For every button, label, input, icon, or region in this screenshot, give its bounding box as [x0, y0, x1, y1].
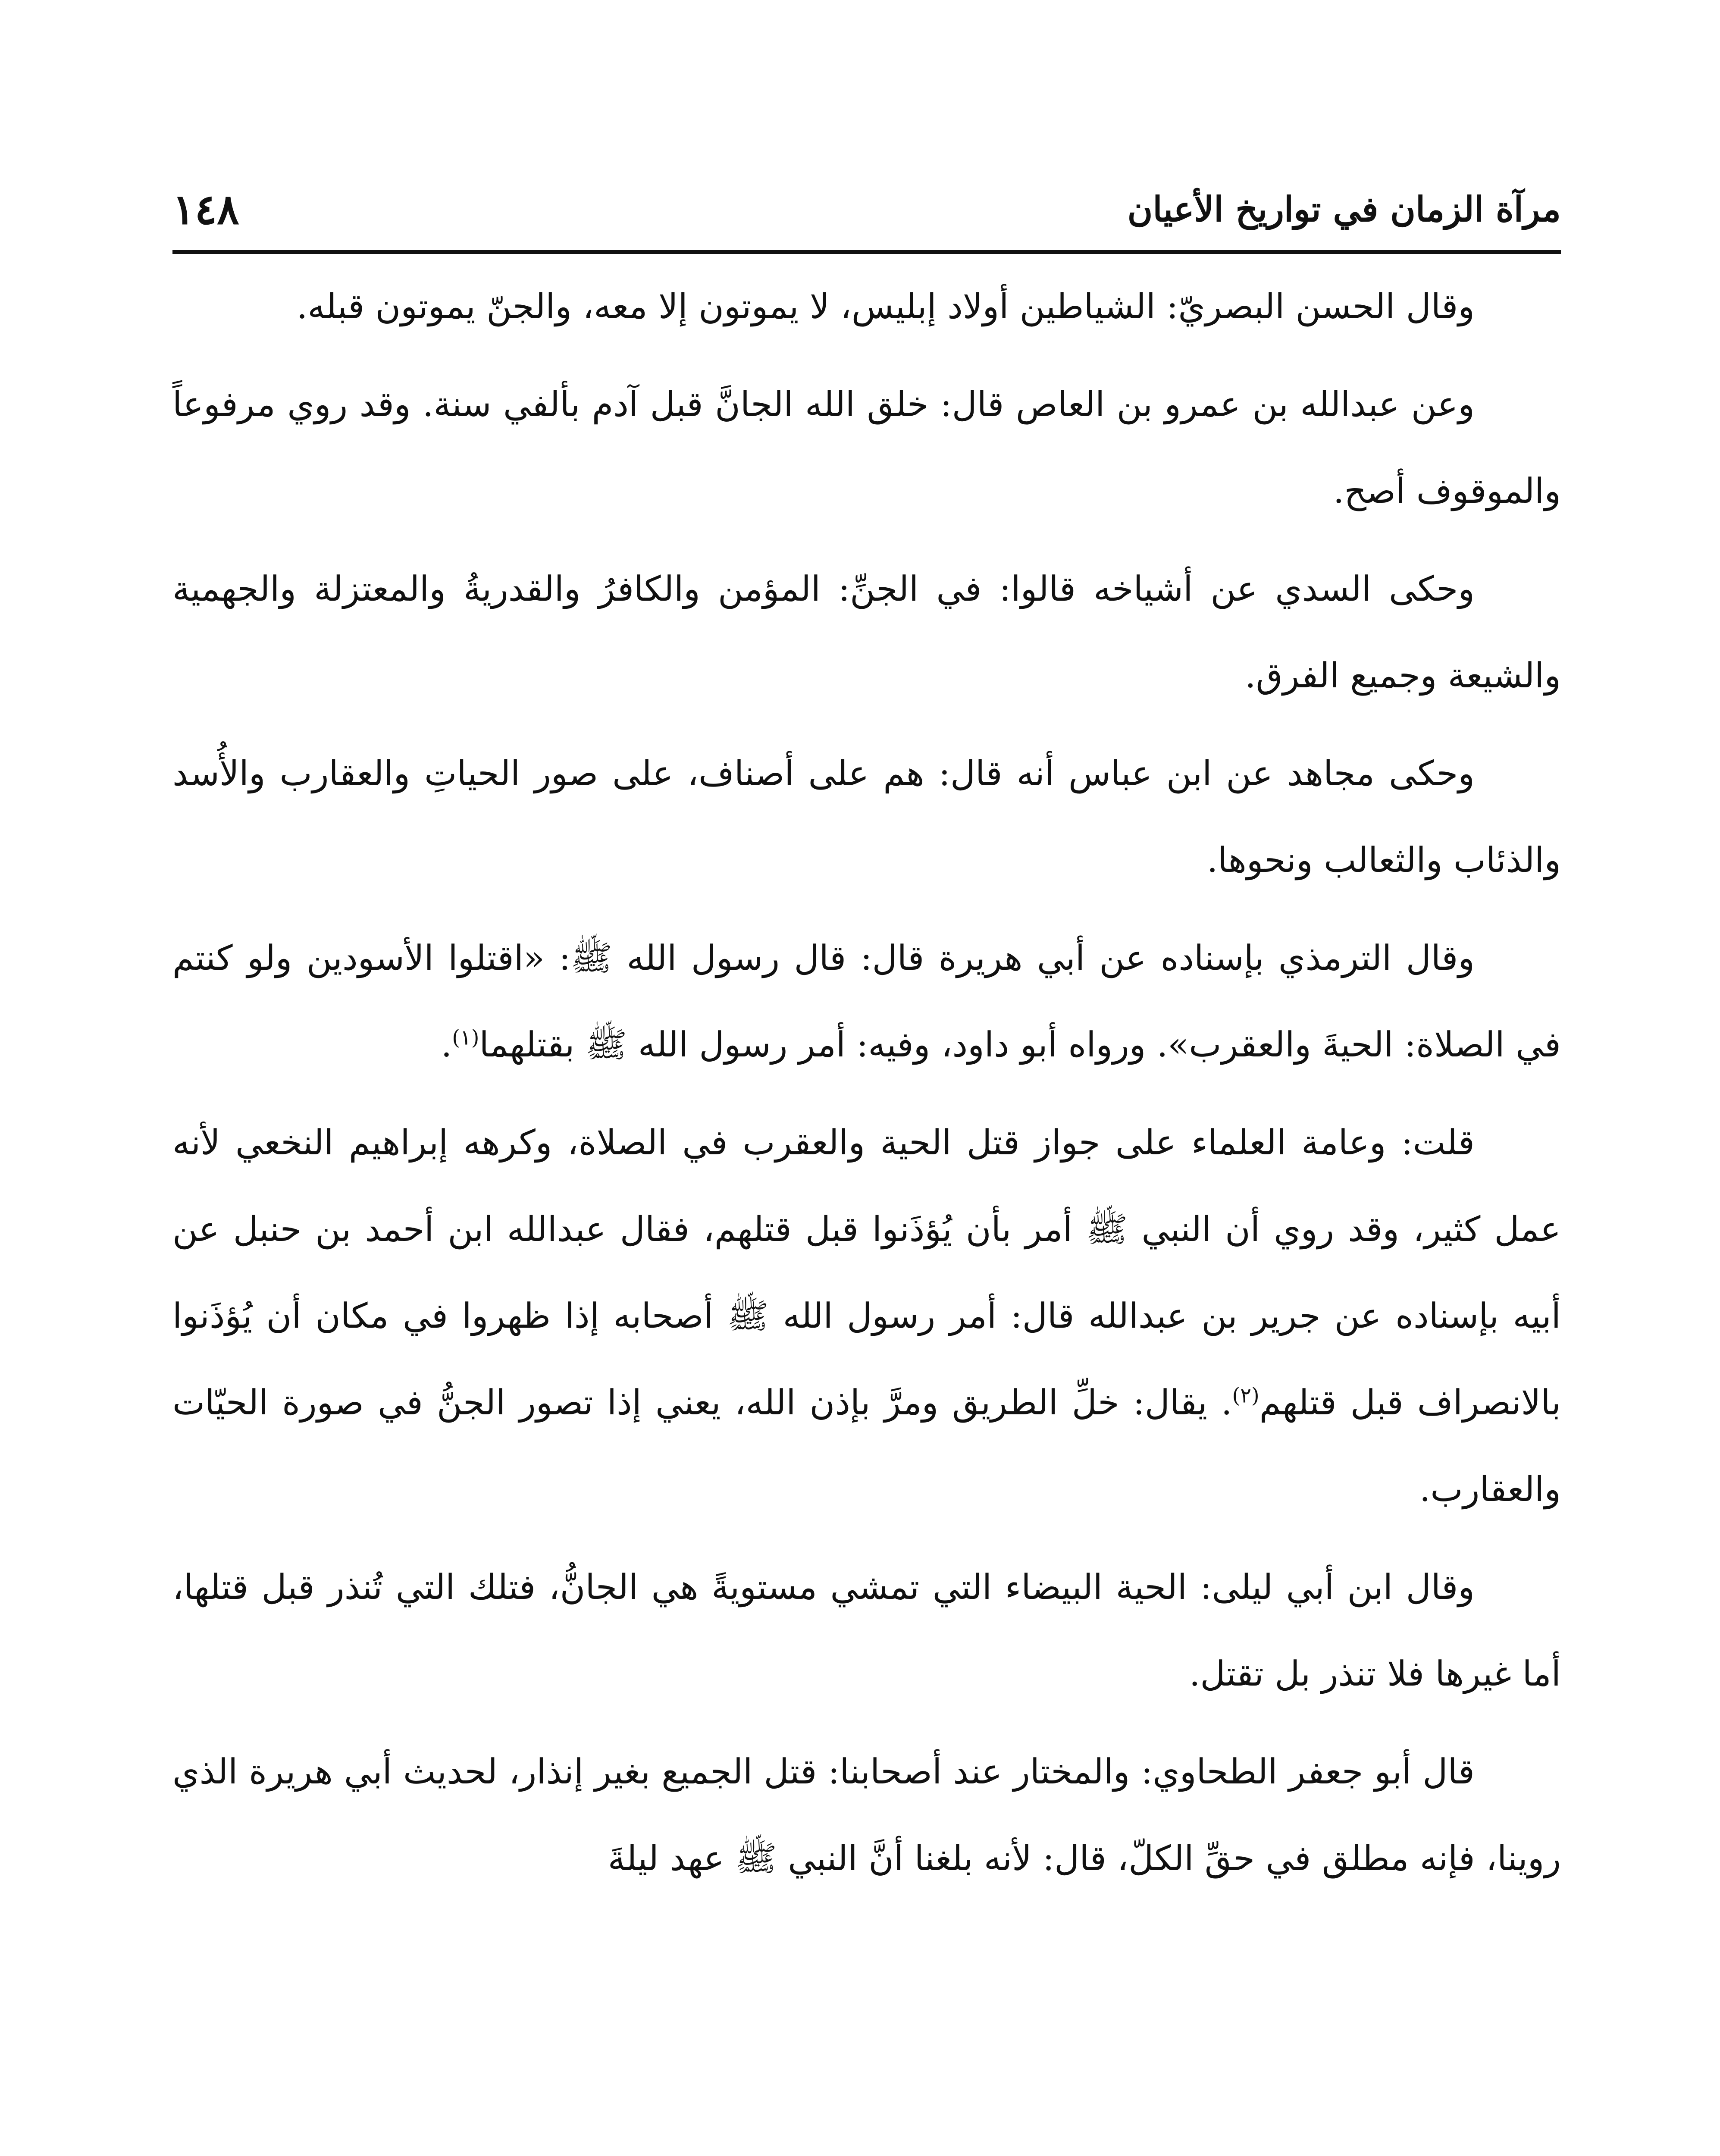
header-rule — [172, 250, 1561, 254]
paragraph: وحكى السدي عن أشياخه قالوا: في الجنِّ: المؤمن والكافرُ والقدريةُ والمعتزلة والجهمية والشيعة وجميع الفرق. — [172, 569, 1561, 696]
paragraph: وحكى مجاهد عن ابن عباس أنه قال: هم على أصناف، على صور الحياتِ والعقارب والأُسد والذئاب والثعالب ونحوها. — [172, 753, 1561, 880]
paragraph-end: . يقال: خلِّ الطريق ومرَّ بإذن الله، يعني إذا تصور الجنُّ في صورة الحيّات والعقارب. — [172, 1382, 1561, 1509]
paragraph: وعن عبدالله بن عمرو بن العاص قال: خلق الله الجانَّ قبل آدم بألفي سنة. وقد روي مرفوعاً والموقوف أصح. — [172, 384, 1561, 511]
paragraph-end: . — [441, 1025, 452, 1065]
page-number: ١٤٨ — [172, 185, 239, 234]
paragraph-text: وقال الترمذي بإسناده عن أبي هريرة قال: قال رسول الله ﷺ: «اقتلوا الأسودين ولو كنتم في الصلاة: الحيةَ والعقرب». ورواه أبو داود، وفيه: أمر رسول الله ﷺ بقتلهما — [172, 938, 1561, 1065]
paragraph — [172, 915, 1561, 1088]
page-header — [172, 172, 1561, 246]
paragraph: وقال ابن أبي ليلى: الحية البيضاء التي تمشي مستويةً هي الجانُّ، فتلك التي تُنذر قبل قتلها، أما غيرها فلا تنذر بل تقتل. — [172, 1567, 1561, 1694]
footnote-marker: (١) — [452, 1025, 479, 1050]
footnote-marker: (٢) — [1232, 1383, 1259, 1408]
paragraph: قال أبو جعفر الطحاوي: والمختار عند أصحابنا: قتل الجميع بغير إنذار، لحديث أبي هريرة الذي روينا، فإنه مطلق في حقِّ الكلّ، قال: لأنه بلغنا أنَّ النبي ﷺ عهد ليلةَ — [172, 1752, 1561, 1878]
running-title: مرآة الزمان في تواريخ الأعيان — [1127, 189, 1561, 229]
paragraph — [172, 1099, 1561, 1532]
paragraph: وقال الحسن البصريّ: الشياطين أولاد إبليس، لا يموتون إلا معه، والجنّ يموتون قبله. — [296, 286, 1475, 326]
main-text — [172, 263, 1561, 1913]
paragraph-text: قلت: وعامة العلماء على جواز قتل الحية والعقرب في الصلاة، وكرهه إبراهيم النخعي لأنه عمل كثير، وقد روي أن النبي ﷺ أمر بأن يُؤذَنوا قبل قتلهم، فقال عبدالله ابن أحمد بن حنبل عن أبيه بإسناده عن جرير بن عبدالله قال: أمر رسول الله ﷺ أصحابه إذا ظهروا في مكان أن يُؤذَنوا بالانصراف قبل قتلهم — [172, 1122, 1561, 1423]
